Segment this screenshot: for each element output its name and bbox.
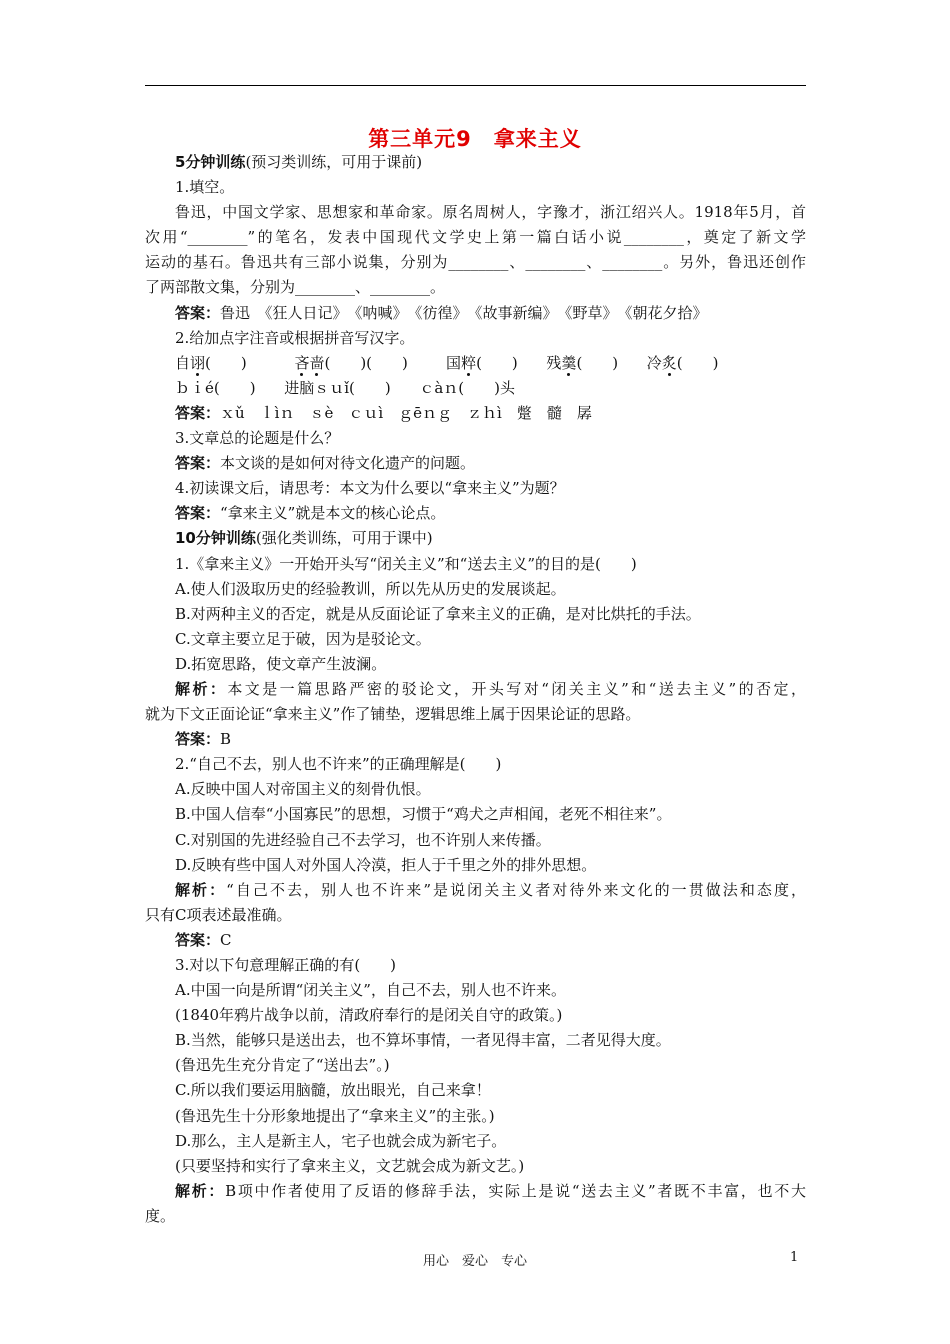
section-note: (强化类训练，可用于课中) [255,529,433,548]
answer-label: 答案： [175,403,221,422]
m2-analysis [145,878,806,903]
q4-answer [145,501,806,526]
analysis-label: 解析： [175,880,227,899]
section-heading-10min [145,526,806,551]
option: C.对别国的先进经验自己不去学习，也不许别人来传播。 [175,830,551,849]
section-note: (预习类训练，可用于课前) [245,153,423,171]
q1-answer [145,301,806,326]
pinyin-item: ｂｉé( ) [175,378,256,397]
q2-answer [145,401,806,426]
m3-line: (只要坚持和实行了拿来主义，文艺就会成为新文艺。) [175,1156,525,1175]
option: C.文章主要立足于破，因为是驳论文。 [175,629,431,648]
answer-label: 答案： [175,730,221,749]
m1-analysis [145,677,806,702]
analysis-text: 本文是一篇思路严密的驳论文，开头写对“闭关主义”和“送去主义”的否定， [227,679,806,698]
word-item: 吝啬( )( ) [294,353,408,372]
q1-title: 1.填空。 [175,178,235,197]
document-body [145,150,806,1229]
answer-text: “拿来主义”就是本文的核心论点。 [220,504,446,523]
answer-label: 答案： [175,930,221,949]
m3-line: (1840年鸦片战争以前，清政府奉行的是闭关自守的政策。) [175,1006,563,1025]
answer-label: 答案： [175,454,221,473]
q2-pinyin-line-2 [145,376,806,401]
answer-label: 答案： [175,504,221,523]
q3-title: 3.文章总的论题是什么？ [175,429,340,448]
m1-analysis-cont: 就为下文正面论证“拿来主义”作了铺垫，逻辑思维上属于因果论证的思路。 [145,705,641,724]
analysis-label: 解析： [175,1181,226,1200]
m3-line: B.当然，能够只是送出去，也不算坏事情，一者见得丰富，二者见得大度。 [175,1031,671,1050]
page-title: 第三单元9 拿来主义 [368,127,582,151]
m3-line: D.那么，主人是新主人，宅子也就会成为新宅子。 [175,1131,507,1150]
answer-text: ｘǔ ｌìｎ ｓè ｃｕì ｇēｎｇ ｚｈì 蹩 髓 孱 [220,403,592,422]
m3-analysis [145,1179,806,1204]
m3-line: C.所以我们要运用脑髓，放出眼光，自己来拿！ [175,1081,491,1100]
m2-answer [145,928,806,953]
answer-text: C [220,930,232,949]
q2-title: 2.给加点字注音或根据拼音写汉字。 [175,328,415,347]
answer-text: 鲁迅 《狂人日记》 《呐喊》 《彷徨》 《故事新编》 《野草》 《朝花夕拾》 [220,303,708,322]
q4-title: 4.初读课文后，请思考：本文为什么要以“拿来主义”为题？ [175,479,565,498]
analysis-label: 解析： [175,679,228,698]
m2-analysis-cont: 只有C项表述最准确。 [145,905,292,924]
word-item: 自诩( ) [175,353,247,372]
word-item: 国粹( ) [446,353,518,372]
pinyin-item: ｃàｎ( )头 [419,378,515,397]
pinyin-item: 进脑ｓｕǐ( ) [284,378,391,397]
m1-stem: 1.《拿来主义》一开始开头写“闭关主义”和“送去主义”的目的是( ) [175,554,637,573]
section-title: 5分钟训练 [175,153,246,171]
q1-text-line: 了两部散文集，分别为________、________。 [145,278,446,297]
q1-text-line: 次用“________”的笔名，发表中国现代文学史上第一篇白话小说________，奠定了新文学 [145,228,806,247]
option: B.对两种主义的否定，就是从反面论证了拿来主义的正确，是对比烘托的手法。 [175,604,701,623]
q1-text-line: 运动的基石。鲁迅共有三部小说集，分别为________、________、________。另外，鲁迅还创作 [145,253,806,272]
answer-text: B [220,730,232,749]
m3-line: A.中国一向是所谓“闭关主义”，自己不去，别人也不许来。 [175,981,566,1000]
word-item: 残羹( ) [546,353,619,372]
m1-answer [145,727,806,752]
section-heading-5min [145,150,806,175]
analysis-text: “自己不去，别人也不许来”是说闭关主义者对待外来文化的一贯做法和态度， [226,880,806,899]
m2-stem: 2.“自己不去，别人也不许来”的正确理解是( ) [175,755,502,774]
q3-answer [145,451,806,476]
option: A.使人们汲取历史的经验教训，所以先从历史的发展谈起。 [175,579,566,598]
m3-line: (鲁迅先生充分肯定了“送出去”。) [175,1056,390,1075]
m3-analysis-cont: 度。 [145,1206,176,1225]
option: B.中国人信奉“小国寡民”的思想，习惯于“鸡犬之声相闻，老死不相往来”。 [175,805,672,824]
footer-motto: 用心 爱心 专心 [422,1254,527,1269]
word-item: 冷炙( ) [646,353,719,372]
option: D.拓宽思路，使文章产生波澜。 [175,654,387,673]
analysis-text: B项中作者使用了反语的修辞手法，实际上是说“送去主义”者既不丰富，也不大 [225,1181,806,1200]
section-title: 10分钟训练 [175,529,256,548]
m3-line: (鲁迅先生十分形象地提出了“拿来主义”的主张。) [175,1106,495,1125]
answer-label: 答案： [175,303,221,322]
q2-pinyin-line-1 [145,351,806,376]
answer-text: 本文谈的是如何对待文化遗产的问题。 [220,454,476,473]
m3-stem: 3.对以下句意理解正确的有( ) [175,956,397,974]
page-number: 1 [790,1250,799,1265]
header-rule [145,85,806,86]
option: D.反映有些中国人对外国人冷漠，拒人于千里之外的排外思想。 [175,855,597,874]
option: A.反映中国人对帝国主义的刻骨仇恨。 [175,780,431,799]
q1-text-line: 鲁迅，中国文学家、思想家和革命家。原名周树人，字豫才，浙江绍兴人。1918年5月，首 [175,203,806,222]
